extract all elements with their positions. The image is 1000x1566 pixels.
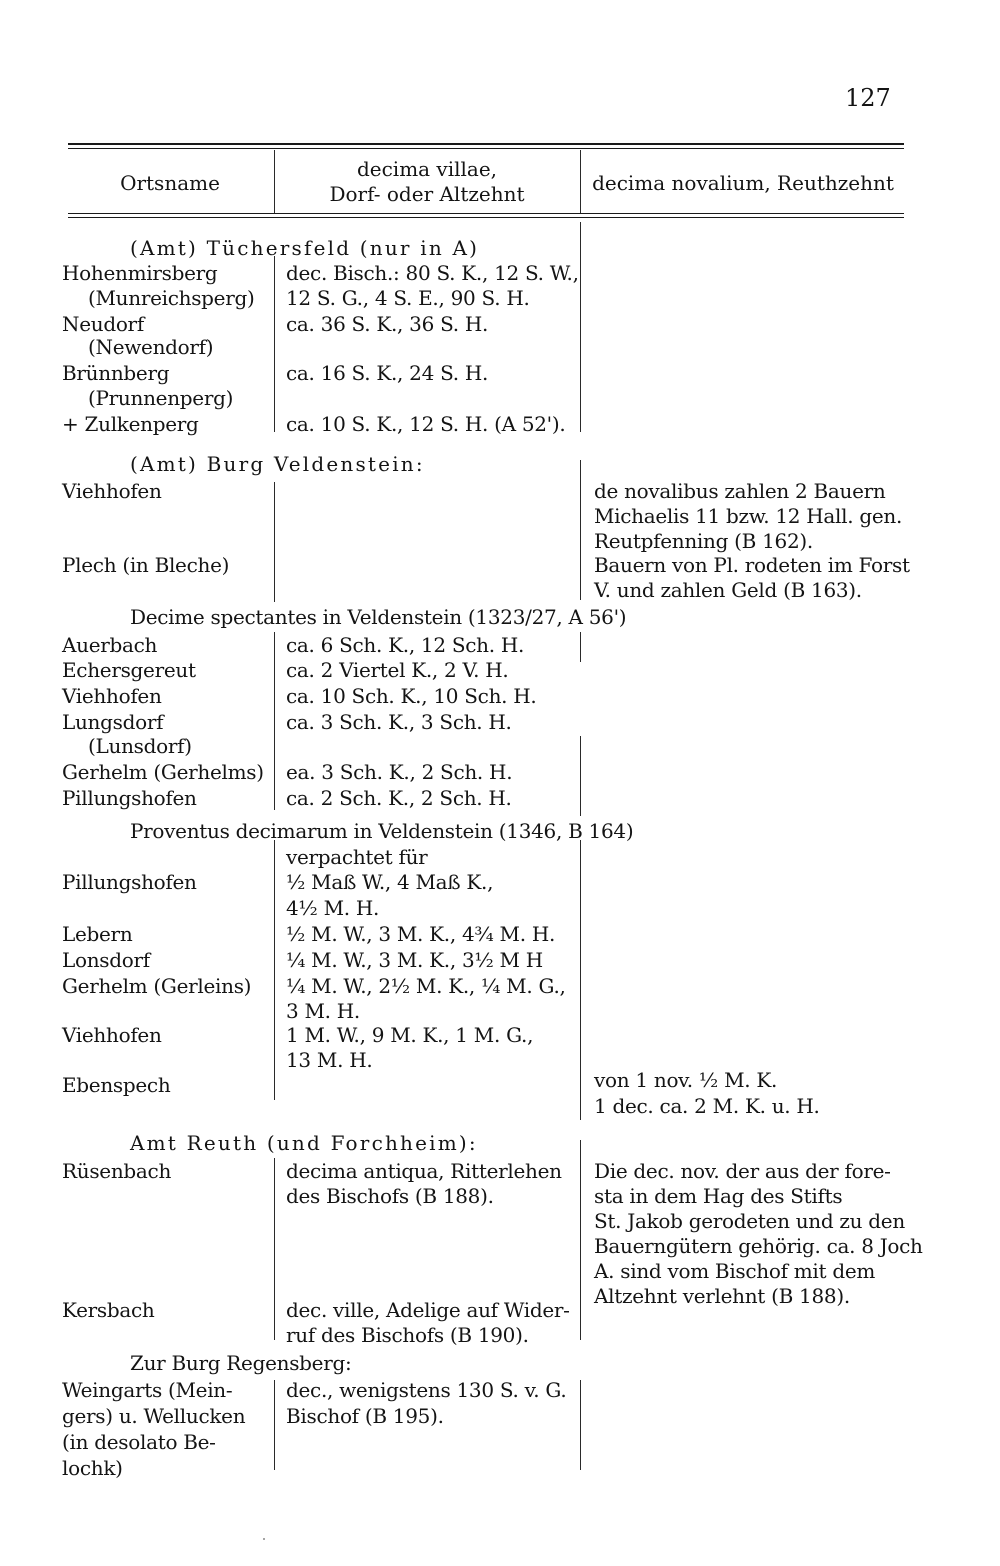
decima-villae-entry: ca. 6 Sch. K., 12 Sch. H. <box>286 633 525 657</box>
column-divider-seg-5 <box>580 632 581 662</box>
decima-villae-entry: Bischof (B 195). <box>286 1404 444 1428</box>
decima-novalium-entry: A. sind vom Bischof mit dem <box>594 1259 876 1283</box>
place-name: Viehhofen <box>62 684 162 708</box>
column-divider-seg-11 <box>580 1140 581 1340</box>
section-heading: (Amt) Burg Veldenstein: <box>130 452 425 476</box>
decima-villae-entry: 4½ M. H. <box>286 896 380 920</box>
place-name: (Munreichsperg) <box>88 286 255 310</box>
decima-novalium-entry: Altzehnt verlehnt (B 188). <box>594 1284 850 1308</box>
decima-villae-entry: ¼ M. W., 2½ M. K., ¼ M. G., <box>286 974 566 998</box>
decima-novalium-entry: Die dec. nov. der aus der fore- <box>594 1159 891 1183</box>
column-header-decima-novalium: decima novalium, Reuthzehnt <box>592 171 894 195</box>
section-heading: Decime spectantes in Veldenstein (1323/27, A 56') <box>130 605 627 629</box>
place-name: Auerbach <box>62 633 158 657</box>
column-divider-seg-3 <box>274 482 275 602</box>
header-top-rule-thin <box>68 148 904 149</box>
place-name: Brünnberg <box>62 361 170 385</box>
column-divider-seg-9 <box>580 840 581 1120</box>
decima-novalium-entry: Bauern von Pl. rodeten im Forst <box>594 553 910 577</box>
decima-villae-entry: ca. 10 S. K., 12 S. H. (A 52'). <box>286 412 566 436</box>
decima-villae-entry: 3 M. H. <box>286 999 360 1023</box>
place-name: Pillungshofen <box>62 870 197 894</box>
decima-villae-entry: ruf des Bischofs (B 190). <box>286 1323 529 1347</box>
column-header-decima-villae: decima villae, <box>356 157 498 181</box>
column-divider-seg-1 <box>274 256 275 432</box>
place-name: Lebern <box>62 922 133 946</box>
decima-villae-entry: ea. 3 Sch. K., 2 Sch. H. <box>286 760 513 784</box>
place-name: Kersbach <box>62 1298 155 1322</box>
decima-novalium-entry: von 1 nov. ½ M. K. <box>594 1068 778 1092</box>
section-heading: Proventus decimarum in Veldenstein (1346, B 164) <box>130 819 634 843</box>
page-number: 127 <box>845 84 891 112</box>
decima-novalium-entry: Reutpfenning (B 162). <box>594 529 813 553</box>
place-name: lochk) <box>62 1456 123 1480</box>
place-name: Plech (in Bleche) <box>62 553 230 577</box>
decima-villae-entry: dec., wenigstens 130 S. v. G. <box>286 1378 567 1402</box>
decima-villae-entry: ca. 2 Viertel K., 2 V. H. <box>286 658 509 682</box>
decima-villae-entry: dec. Bisch.: 80 S. K., 12 S. W., <box>286 261 579 285</box>
place-name: Viehhofen <box>62 1023 162 1047</box>
place-name: Pillungshofen <box>62 786 197 810</box>
decima-villae-entry: ca. 10 Sch. K., 10 Sch. H. <box>286 684 537 708</box>
column-divider-seg-2 <box>580 222 581 432</box>
decima-villae-entry: ¼ M. W., 3 M. K., 3½ M H <box>286 948 543 972</box>
place-name: Ebenspech <box>62 1073 171 1097</box>
place-name: (Lunsdorf) <box>88 734 192 758</box>
place-name: Gerhelm (Gerleins) <box>62 974 252 998</box>
section-heading: (Amt) Tüchersfeld (nur in A) <box>130 236 480 260</box>
decima-villae-entry: dec. ville, Adelige auf Wider- <box>286 1298 570 1322</box>
decima-villae-entry: ½ Maß W., 4 Maß K., <box>286 870 494 894</box>
column-divider-seg-7 <box>580 736 581 816</box>
place-name: (in desolato Be- <box>62 1430 216 1454</box>
place-name: (Newendorf) <box>88 335 214 359</box>
column-divider-seg-12 <box>274 1380 275 1470</box>
place-name: Echersgereut <box>62 658 196 682</box>
header-divider-2 <box>580 150 581 213</box>
section-heading: Zur Burg Regensberg: <box>130 1351 352 1375</box>
decima-villae-entry: 13 M. H. <box>286 1048 373 1072</box>
place-name: Neudorf <box>62 312 144 336</box>
decima-novalium-entry: Michaelis 11 bzw. 12 Hall. gen. <box>594 504 902 528</box>
header-bottom-rule-thin <box>68 217 904 218</box>
decima-villae-entry: 1 M. W., 9 M. K., 1 M. G., <box>286 1023 534 1047</box>
place-name: Rüsenbach <box>62 1159 172 1183</box>
header-top-rule <box>68 143 904 145</box>
scan-speck <box>263 1538 265 1540</box>
section-heading: Amt Reuth (und Forchheim): <box>130 1131 478 1155</box>
place-name: gers) u. Wellucken <box>62 1404 246 1428</box>
place-name: Hohenmirsberg <box>62 261 218 285</box>
column-divider-seg-8 <box>274 840 275 1100</box>
decima-novalium-entry: de novalibus zahlen 2 Bauern <box>594 479 886 503</box>
place-name: Gerhelm (Gerhelms) <box>62 760 264 784</box>
place-name: (Prunnenperg) <box>88 386 234 410</box>
decima-villae-entry: verpachtet für <box>286 845 428 869</box>
decima-villae-entry: ½ M. W., 3 M. K., 4¾ M. H. <box>286 922 556 946</box>
place-name: Lungsdorf <box>62 710 164 734</box>
column-divider-seg-13 <box>580 1380 581 1470</box>
decima-novalium-entry: 1 dec. ca. 2 M. K. u. H. <box>594 1094 820 1118</box>
column-header-dorf-altzehnt: Dorf- oder Altzehnt <box>329 182 525 206</box>
decima-novalium-entry: Bauerngütern gehörig. ca. 8 Joch <box>594 1234 923 1258</box>
header-bottom-rule <box>68 213 904 214</box>
decima-novalium-entry: sta in dem Hag des Stifts <box>594 1184 843 1208</box>
decima-villae-entry: 12 S. G., 4 S. E., 90 S. H. <box>286 286 530 310</box>
column-divider-seg-6 <box>580 460 581 600</box>
place-name: Weingarts (Mein- <box>62 1378 233 1402</box>
decima-novalium-entry: St. Jakob gerodeten und zu den <box>594 1209 905 1233</box>
decima-novalium-entry: V. und zahlen Geld (B 163). <box>594 578 862 602</box>
column-divider-seg-10 <box>274 1158 275 1340</box>
decima-villae-entry: ca. 3 Sch. K., 3 Sch. H. <box>286 710 512 734</box>
place-name: + Zulkenperg <box>62 412 199 436</box>
decima-villae-entry: ca. 16 S. K., 24 S. H. <box>286 361 489 385</box>
header-divider-1 <box>274 150 275 213</box>
decima-villae-entry: des Bischofs (B 188). <box>286 1184 494 1208</box>
column-header-ortsname: Ortsname <box>120 171 220 195</box>
column-divider-seg-4 <box>274 632 275 810</box>
place-name: Lonsdorf <box>62 948 150 972</box>
decima-villae-entry: decima antiqua, Ritterlehen <box>286 1159 562 1183</box>
decima-villae-entry: ca. 2 Sch. K., 2 Sch. H. <box>286 786 512 810</box>
place-name: Viehhofen <box>62 479 162 503</box>
decima-villae-entry: ca. 36 S. K., 36 S. H. <box>286 312 489 336</box>
